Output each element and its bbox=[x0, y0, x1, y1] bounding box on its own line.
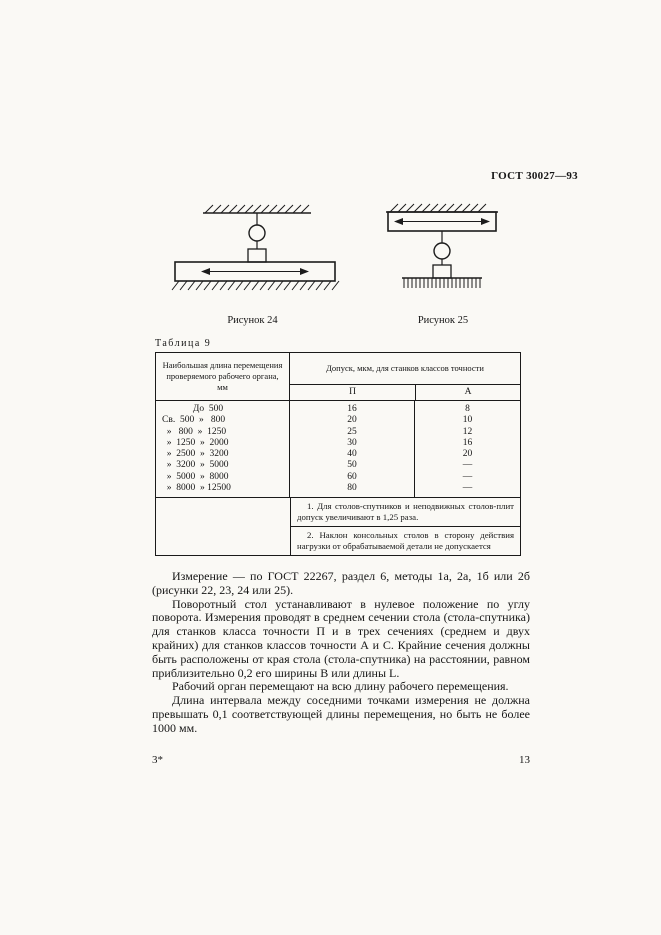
cell-tolerance-a: 16 bbox=[462, 437, 473, 448]
cell-tolerance-a: 10 bbox=[462, 415, 473, 426]
table-row bbox=[156, 460, 520, 471]
table-notes bbox=[291, 498, 520, 555]
table-row bbox=[156, 427, 520, 438]
cell-tolerance-a: 12 bbox=[462, 426, 473, 437]
figure-25 bbox=[358, 202, 528, 297]
figure-24-caption: Рисунок 24 bbox=[227, 315, 278, 326]
cell-range: Св. 500 » 800 bbox=[156, 415, 290, 426]
table-subheader-class-p: П bbox=[290, 385, 416, 400]
table-9 bbox=[155, 352, 521, 556]
paragraph-rotary-table: Поворотный стол устанавливают в нулевое положение по углу поворота. Измерения проводят в среднем сечении стола (стола-спутника) для станков класса точности П и в трех сечениях (среднем и двух крайних) для станков классов точности А и С. Крайние сечения должны быть расположены от края стола (стола-спутника) на расстоянии, равном приблизительно 0,2 его ширины В или длины L. bbox=[152, 596, 530, 680]
figure-24 bbox=[165, 202, 340, 297]
table-row bbox=[156, 438, 520, 449]
cell-range: » 3200 » 5000 bbox=[156, 460, 290, 471]
cell-range: » 800 » 1250 bbox=[156, 427, 290, 438]
cell-range: » 8000 » 12500 bbox=[156, 483, 290, 497]
cell-range: » 2500 » 3200 bbox=[156, 449, 290, 460]
cell-tolerance-a: — bbox=[462, 483, 473, 494]
paragraph-interval-length: Длина интервала между соседними точками измерения не должна превышать 0,1 соответствующей длины перемещения, но быть не более 1000 мм. bbox=[152, 693, 530, 735]
cell-tolerance-p: 30 bbox=[290, 438, 415, 449]
cell-tolerance-a: 20 bbox=[462, 449, 473, 460]
cell-range: » 5000 » 8000 bbox=[156, 472, 290, 483]
cell-range: До 500 bbox=[156, 401, 290, 415]
table-col2-header-group bbox=[290, 353, 520, 400]
table-body bbox=[156, 401, 520, 497]
page-header-gost: ГОСТ 30027—93 bbox=[491, 170, 578, 182]
table-col2-header: Допуск, мкм, для станков классов точности bbox=[290, 353, 520, 385]
cell-tolerance-a: — bbox=[462, 460, 473, 471]
cell-tolerance-p: 20 bbox=[290, 415, 415, 426]
table-notes-row bbox=[156, 497, 520, 555]
cell-tolerance-p: 40 bbox=[290, 449, 415, 460]
table-subheader-row bbox=[290, 385, 520, 400]
table-row bbox=[156, 483, 520, 497]
table-row bbox=[156, 415, 520, 426]
table-label: Таблица 9 bbox=[155, 338, 212, 349]
cell-tolerance-a: 8 bbox=[465, 404, 470, 414]
table-row bbox=[156, 401, 520, 415]
table-header bbox=[156, 353, 520, 401]
table-row bbox=[156, 449, 520, 460]
paragraph-measurement: Измерение — по ГОСТ 22267, раздел 6, методы 1а, 2а, 1б или 2б (рисунки 22, 23, 24 или 25). bbox=[152, 569, 530, 597]
table-subheader-class-a: А bbox=[464, 387, 472, 397]
table-col1-header: Наибольшая длина перемещения проверяемого рабочего органа, мм bbox=[156, 353, 290, 400]
page-number: 13 bbox=[519, 754, 530, 766]
cell-tolerance-p: 25 bbox=[290, 427, 415, 438]
table-notes-left-empty bbox=[156, 498, 291, 555]
footer-signature: 3* bbox=[152, 754, 163, 766]
paragraph-working-organ: Рабочий орган перемещают на всю длину рабочего перемещения. bbox=[172, 679, 509, 694]
table-row bbox=[156, 472, 520, 483]
cell-tolerance-p: 50 bbox=[290, 460, 415, 471]
cell-tolerance-p: 16 bbox=[290, 401, 415, 415]
body-text bbox=[152, 570, 530, 736]
figure-25-caption: Рисунок 25 bbox=[417, 315, 469, 326]
cell-range: » 1250 » 2000 bbox=[156, 438, 290, 449]
table-note-1: 1. Для столов-спутников и неподвижных столов-плит допуск увеличивают в 1,25 раза. bbox=[297, 501, 514, 523]
figure-25-drawing bbox=[358, 202, 528, 297]
cell-tolerance-a: — bbox=[462, 471, 473, 482]
cell-tolerance-p: 60 bbox=[290, 472, 415, 483]
cell-tolerance-p: 80 bbox=[290, 483, 415, 497]
figure-24-drawing bbox=[165, 202, 340, 297]
table-note-2: 2. Наклон консольных столов в сторону действия нагрузки от обрабатываемой детали не допускается bbox=[291, 526, 520, 555]
